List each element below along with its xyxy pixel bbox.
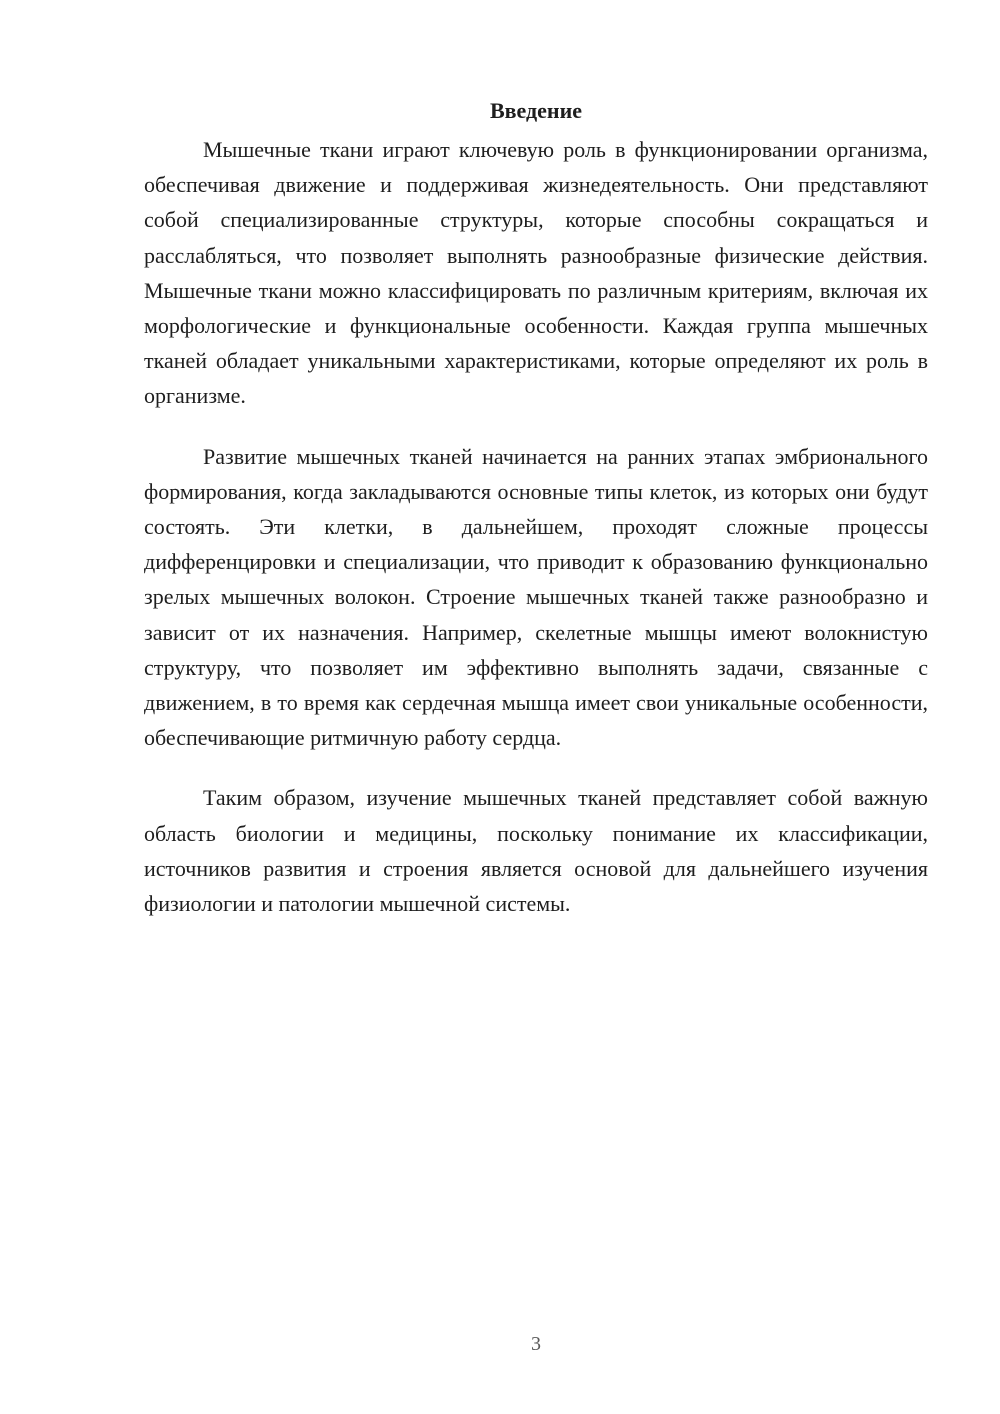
section-title: Введение: [489, 98, 583, 123]
paragraph-2: Развитие мышечных тканей начинается на ранних этапах эмбрионального формирования, когда закладываются основные типы клеток, из которых они будут состоять. Эти клетки, в дальнейшем, проходят сложные процессы дифференцировки и специализации, что приводит к образованию функционально зрелых мышечных волокон. Строение мышечных тканей также разнообразно и зависит от их назначения. Например, скелетные мышцы имеют волокнистую структуру, что позволяет им эффективно выполнять задачи, связанные с движением, в то время как сердечная мышца имеет свои уникальные особенности, обеспечивающие ритмичную работу сердца.: [144, 443, 928, 751]
page-body: [144, 96, 928, 946]
page-number: 3: [531, 1333, 541, 1355]
paragraph-1: Мышечные ткани играют ключевую роль в функционировании организма, обеспечивая движение и поддерживая жизнедеятельность. Они представляют собой специализированные структуры, которые способны сокращаться и расслабляться, что позволяет выполнять разнообразные физические действия. Мышечные ткани можно классифицировать по различным критериям, включая их морфологические и функциональные особенности. Каждая группа мышечных тканей обладает уникальными характеристиками, которые определяют их роль в организме.: [144, 137, 928, 409]
paragraph-3: Таким образом, изучение мышечных тканей представляет собой важную область биологии и медицины, поскольку понимание их классификации, источников развития и строения является основой для дальнейшего изучения физиологии и патологии мышечной системы.: [144, 785, 928, 917]
